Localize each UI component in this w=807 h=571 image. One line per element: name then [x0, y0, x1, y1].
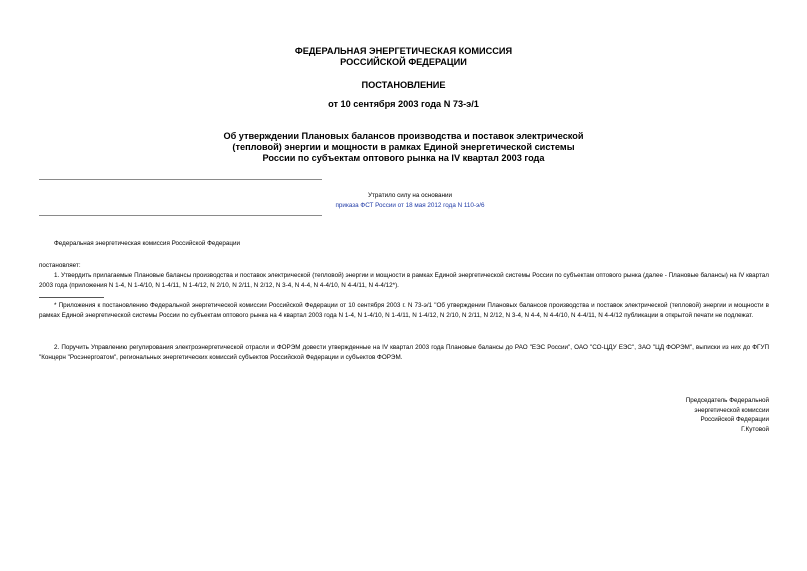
- item-1-paragraph: 1. Утвердить прилагаемые Плановые балансы производства и поставок электрической (тепловой) энергии и мощности в рамках Единой энергетической системы России по субъектам оптового рынка (далее - Плановые балансы) на IV квартал 2003 года (приложения N 1-4, N 1-4/10, N 1-4/11, N 1-4/12, N 2/10, N 2/11, N 2/12, N 3-4, N 4-4, N 4-4/10, N 4-4/11, N 4-4/12*).: [39, 272, 769, 289]
- issuer-line-1: ФЕДЕРАЛЬНАЯ ЭНЕРГЕТИЧЕСКАЯ КОМИССИЯ: [294, 46, 513, 56]
- title-line-2: (тепловой) энергии и мощности в рамках Единой энергетической системы: [232, 142, 575, 152]
- footnote-rule: [39, 297, 104, 298]
- document-date-number: от 10 сентября 2003 года N 73-э/1: [328, 99, 479, 109]
- signature-line-1: Председатель Федеральной: [685, 397, 769, 404]
- title-line-3: России по субъектам оптового рынка на IV квартал 2003 года: [262, 153, 545, 163]
- issuer-name: [40, 46, 767, 68]
- divider-bottom: [39, 215, 322, 216]
- document-title: [40, 131, 767, 164]
- decree-word: постановляет:: [39, 262, 81, 269]
- footnote-paragraph: * Приложения к постановлению Федеральной энергетической комиссии Российской Федерации от 10 сентября 2003 г. N 73-э/1 "Об утверждении Плановых балансов производства и поставок электрической (тепловой) энергии и мощности в рамках Единой энергетической системы России по субъектам оптового рынка на 4 квартал 2003 года N 1-4, N 1-4/10, N 1-4/11, N 1-4/12, N 2/10, N 2/11, N 2/12, N 3-4, N 4-4, N 4-4/10, N 4-4/11, N 4-4/12 публикации в открытой печати не подлежат.: [39, 302, 769, 319]
- repeal-order-link[interactable]: приказа ФСТ России от 18 мая 2012 года N 110-э/6: [335, 202, 485, 209]
- item-2-paragraph: 2. Поручить Управлению регулирования электроэнергетической отрасли и ФОРЭМ довести утвержденные на IV квартал 2003 года Плановые балансы до РАО "ЕЭС России", ОАО "СО-ЦДУ ЕЭС", ЗАО "ЦД ФОРЭМ", выписки из них до ФГУП "Концерн "Росэнергоатом", региональных энергетических комиссий субъектов Российской Федерации и субъектов ФОРЭМ.: [39, 344, 769, 361]
- document-type: ПОСТАНОВЛЕНИЕ: [361, 80, 446, 90]
- issuer-line-2: РОССИЙСКОЙ ФЕДЕРАЦИИ: [340, 57, 467, 67]
- signer-name: Г.Кутовой: [741, 425, 769, 433]
- signature-line-2: энергетической комиссии: [694, 406, 769, 414]
- repeal-note-text: Утратило силу на основании: [367, 192, 453, 199]
- divider-top: [39, 179, 322, 180]
- repeal-note: [320, 191, 500, 211]
- signature-line-3: Российской Федерации: [700, 416, 769, 423]
- signature-block: [686, 396, 769, 434]
- title-line-1: Об утверждении Плановых балансов производства и поставок электрической: [223, 131, 584, 141]
- intro-paragraph: Федеральная энергетическая комиссия Российской Федерации: [54, 240, 241, 247]
